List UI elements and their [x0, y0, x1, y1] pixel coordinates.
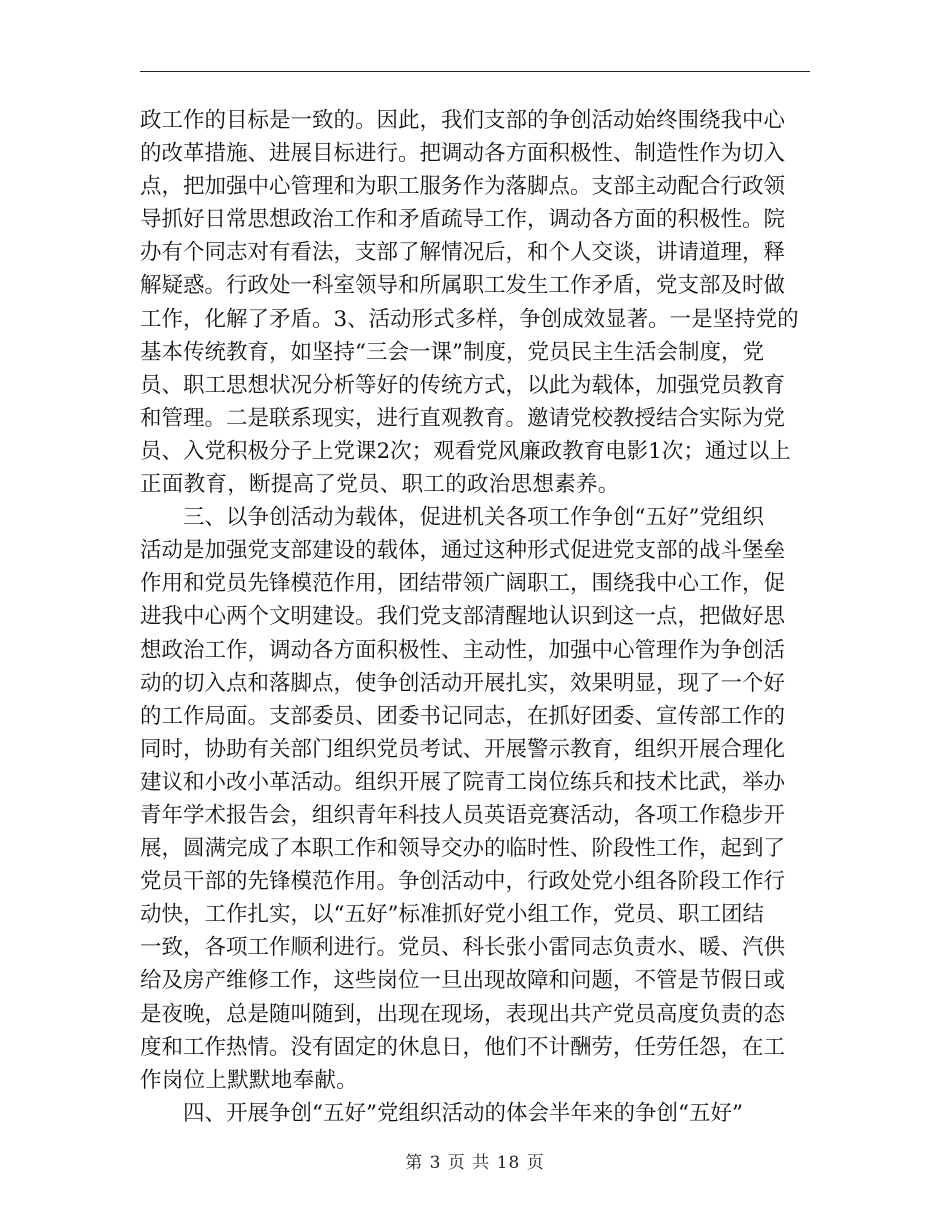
text-line: 度和工作热情。没有固定的休息日，他们不计酬劳，任劳任怨，在工: [140, 1034, 786, 1060]
text-line: 进我中心两个文明建设。我们党支部清醒地认识到这一点，把做好思: [140, 604, 786, 630]
text-line: 作岗位上默默地奉献。: [140, 1067, 359, 1093]
text-line: 导抓好日常思想政治工作和矛盾疏导工作，调动各方面的积极性。院: [140, 207, 786, 233]
text-line: 想政治工作，调动各方面积极性、主动性，加强中心管理作为争创活: [140, 637, 786, 663]
text-line: 工作，化解了矛盾。3、活动形式多样，争创成效显著。一是坚持党的: [140, 306, 799, 332]
text-line: 作用和党员先锋模范作用，团结带领广阔职工，围绕我中心工作，促: [140, 571, 786, 597]
text-line: 党员干部的先锋模范作用。争创活动中，行政处党小组各阶段工作行: [140, 869, 786, 895]
text-line: 员、入党积极分子上党课2次；观看党风廉政教育电影1次；通过以上: [140, 438, 791, 464]
text-line: 政工作的目标是一致的。因此，我们支部的争创活动始终围绕我中心: [140, 108, 786, 133]
text-line: 解疑惑。行政处一科室领导和所属职工发生工作矛盾，党支部及时做: [140, 273, 786, 299]
text-line: 同时，协助有关部门组织党员考试、开展警示教育，组织开展合理化: [140, 736, 786, 762]
text-line: 一致，各项工作顺利进行。党员、科长张小雷同志负责水、暖、汽供: [140, 935, 786, 961]
text-line: 点，把加强中心管理和为职工服务作为落脚点。支部主动配合行政领: [140, 174, 786, 200]
text-line: 员、职工思想状况分析等好的传统方式，以此为载体，加强党员教育: [140, 372, 786, 398]
text-line: 活动是加强党支部建设的载体，通过这种形式促进党支部的战斗堡垒: [140, 538, 786, 564]
text-line: 和管理。二是联系现实，进行直观教育。邀请党校教授结合实际为党: [140, 405, 786, 431]
header-rule: [140, 71, 810, 72]
text-line: 动快，工作扎实，以“五好”标准抓好党小组工作，党员、职工团结: [140, 902, 764, 928]
body-text: [140, 104, 810, 1130]
page-footer: 第 3 页 共 18 页: [405, 1153, 545, 1173]
text-line: 三、以争创活动为载体，促进机关各项工作争创“五好”党组织: [140, 505, 764, 531]
text-line: 四、开展争创“五好”党组织活动的体会半年来的争创“五好”: [140, 1100, 743, 1126]
text-line: 正面教育，断提高了党员、职工的政治思想素养。: [140, 472, 620, 498]
text-line: 的改革措施、进展目标进行。把调动各方面积极性、制造性作为切入: [140, 141, 786, 167]
text-line: 建议和小改小革活动。组织开展了院青工岗位练兵和技术比武，举办: [140, 769, 786, 795]
text-line: 的工作局面。支部委员、团委书记同志，在抓好团委、宣传部工作的: [140, 703, 786, 729]
text-line: 办有个同志对有看法，支部了解情况后，和个人交谈，讲请道理，释: [140, 240, 786, 266]
text-line: 动的切入点和落脚点，使争创活动开展扎实，效果明显，现了一个好: [140, 670, 786, 696]
text-line: 青年学术报告会，组织青年科技人员英语竞赛活动，各项工作稳步开: [140, 802, 786, 828]
text-line: 是夜晚，总是随叫随到，出现在现场，表现出共产党员高度负责的态: [140, 1001, 786, 1027]
text-line: 展，圆满完成了本职工作和领导交办的临时性、阶段性工作，起到了: [140, 836, 786, 862]
text-line: 给及房产维修工作，这些岗位一旦出现故障和问题，不管是节假日或: [140, 968, 786, 994]
text-line: 基本传统教育，如坚持“三会一课”制度，党员民主生活会制度，党: [140, 339, 764, 365]
